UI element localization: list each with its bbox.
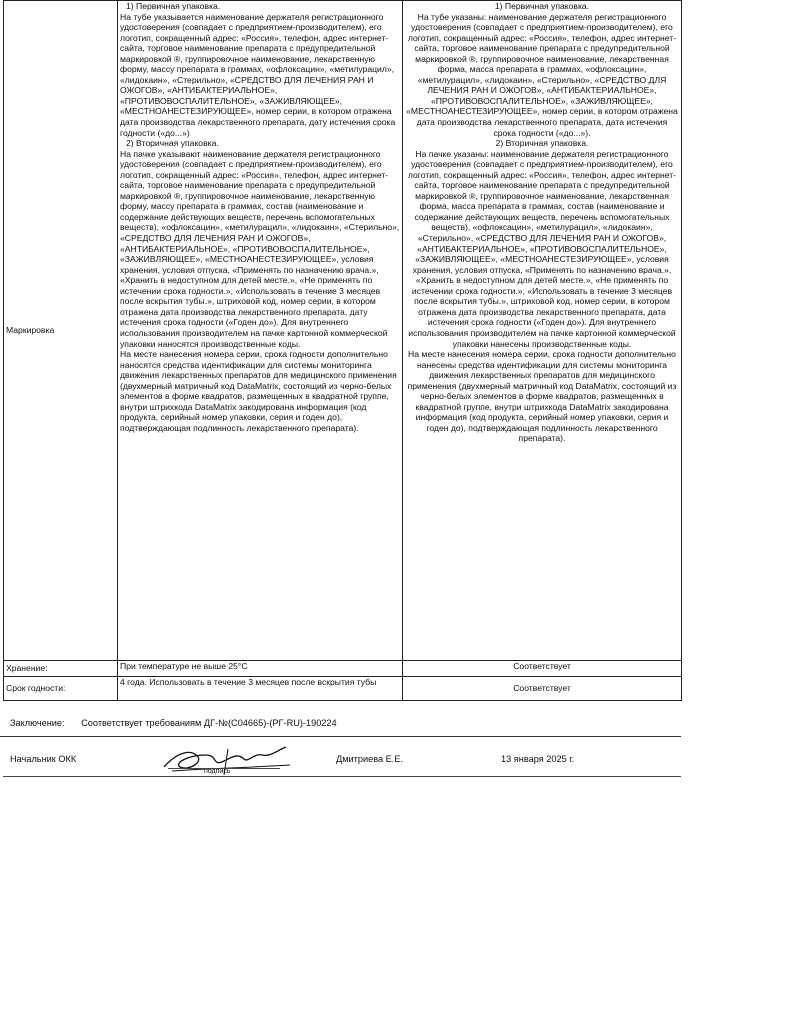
- shelf-life-fact-value: Соответствует: [513, 683, 571, 694]
- signoff-date: 13 января 2025 г.: [501, 754, 575, 764]
- marking-label: Маркировка: [4, 1, 118, 661]
- handwritten-signature: [158, 741, 308, 781]
- shelf-life-label: Срок годности:: [4, 677, 118, 701]
- bottom-rule: [3, 776, 681, 777]
- spec-table: [3, 0, 682, 701]
- req-primary-title: 1) Первичная упаковка.: [126, 1, 221, 11]
- fact-secondary-title: 2) Вторичная упаковка.: [495, 138, 589, 149]
- signature-caption: подпись: [204, 768, 231, 775]
- storage-label: Хранение:: [4, 661, 118, 677]
- conclusion-line: [10, 718, 337, 728]
- signoff-name: Дмитриева Е.Е.: [336, 754, 404, 764]
- req-datamatrix-text: На месте нанесения номера серии, срока годности дополнительно наносятся средства идентификации для системы мониторинга движения лекарственных препаратов для медицинского применения (двухмерный матричный код DataMatrix, состоящий из черно-белых элементов в форме квадратов, размещенных в квадратной группе, внутри штрихкода DataMatrix закодирована информация (код продукта, серийный номер упаковки, серия и годен до), подтверждающая подлинность лекарственного препарата).: [120, 349, 397, 433]
- fact-primary-title: 1) Первичная упаковка.: [494, 1, 590, 11]
- storage-requirement: При температуре не выше 25°С: [118, 661, 403, 677]
- fact-secondary-text: На пачке указаны: наименование держателя регистрационного удостоверения (совпадает с предприятием-производителем), его логотип, сокращенный адрес: «Россия», телефон, адрес интернет-сайта, торговое наименование препарата с предупредительной маркировкой ®, группировочное наименование, лекарственная форма, масса препарата в граммах, состав (наименование и содержание действующих веществ, перечень вспомогательных веществ), «офлоксацин», «метилурацил», «лидокаин», «Стерильно», «СРЕДСТВО ДЛЯ ЛЕЧЕНИЯ РАН И ОЖОГОВ», «АНТИБАКТЕРИАЛЬНОЕ», «ПРОТИВОВОСПАЛИТЕЛЬНОЕ», «ЗАЖИВЛЯЮЩЕЕ», «МЕСТНОАНЕСТЕЗИРУЮЩЕЕ», условия хранения, условия отпуска, «Применять по назначению врача.», «Хранить в недоступном для детей месте.», «Не применять по истечении срока годности.», «Использовать в течение 3 месяцев после вскрытия тубы.», штриховой код, номер серии, в котором отражена дата производства лекарственного препарата, дата истечения срока годности («Годен до»). Для внутреннего использования производителем на пачке картонной коммерческой упаковки нанесены производственные коды.: [407, 148, 677, 349]
- storage-fact: [403, 661, 682, 677]
- marking-requirement: [118, 1, 403, 661]
- req-secondary-text: На пачке указывают наименование держателя регистрационного удостоверения (совпадает с предприятием-производителем), его логотип, сокращенный адрес: «Россия», телефон, адрес интернет-сайта, торговое наименование препарата с предупредительной маркировкой ®, группировочное наименование, лекарственную форму, массу препарата в граммах, состав (наименование и содержание действующих веществ, перечень вспомогательных веществ), «офлоксацин», «метилурацил», «лидокаин», «Стерильно», «СРЕДСТВО ДЛЯ ЛЕЧЕНИЯ РАН И ОЖОГОВ», «АНТИБАКТЕРИАЛЬНОЕ», «ПРОТИВОВОСПАЛИТЕЛЬНОЕ», «ЗАЖИВЛЯЮЩЕЕ», «МЕСТНОАНЕСТЕЗИРУЮЩЕЕ», условия хранения, условия отпуска, «Применять по назначению врача.», «Хранить в недоступном для детей месте.», «Не применять по истечении срока годности.», «Использовать в течение 3 месяцев после вскрытия тубы.», штриховой код, номер серии, в котором отражена дата производства лекарственного препарата, дату истечения срока годности («Годен до»). Для внутреннего использования производителем на пачке картонной коммерческой упаковки наносятся производственные коды.: [120, 148, 400, 349]
- shelf-life-row: [4, 677, 682, 701]
- marking-fact: [403, 1, 682, 661]
- conclusion-text: Соответствует требованиям ДГ-№(С04665)-(РГ-RU)-190224: [81, 718, 337, 728]
- shelf-life-fact: [403, 677, 682, 701]
- fact-datamatrix-text: На месте нанесения номера серии, срока годности дополнительно нанесены средства идентификации для системы мониторинга движения лекарственных препаратов для медицинского применения (двухмерный матричный код DataMatrix, состоящий из черно-белых элементов в форме квадратов, размещенных в квадратной группе, внутри штрихкода DataMatrix закодирована информация (код продукта, серийный номер упаковки, серия и годен до), подтверждающая подлинность лекарственного препарата).: [407, 349, 677, 444]
- req-secondary-title: 2) Вторичная упаковка.: [126, 138, 219, 149]
- req-primary-text: На тубе указывается наименование держателя регистрационного удостоверения (совпадает с предприятием-производителем), его логотип, сокращенный адрес: «Россия», телефон, адрес интернет-сайта, торговое наименование препарата с предупредительной маркировкой ®, группировочное наименование, лекарственную форму, массу препарата в граммах, «офлоксацин», «метилурацил», «лидокаин», «Стерильно», «СРЕДСТВО ДЛЯ ЛЕЧЕНИЯ РАН И ОЖОГОВ», «АНТИБАКТЕРИАЛЬНОЕ», «ПРОТИВОВОСПАЛИТЕЛЬНОЕ», «ЗАЖИВЛЯЮЩЕЕ», «МЕСТНОАНЕСТЕЗИРУЮЩЕЕ», номер серии, в котором отражена дата производства лекарственного препарата, дату истечения срока годности («до...»): [120, 11, 396, 138]
- shelf-life-requirement: 4 года. Использовать в течение 3 месяцев после вскрытия тубы: [118, 677, 403, 701]
- fact-primary-text: На тубе указаны: наименование держателя регистрационного удостоверения (совпадает с предприятием-производителем), его логотип, сокращенный адрес: «Россия», телефон, адрес интернет-сайта, торговое наименование препарата с предупредительной маркировкой ®, группировочное наименование, лекарственная форма, масса препарата в граммах, «офлоксацин», «метилурацил», «лидокаин», «Стерильно», «СРЕДСТВО ДЛЯ ЛЕЧЕНИЯ РАН И ОЖОГОВ», «АНТИБАКТЕРИАЛЬНОЕ», «ПРОТИВОВОСПАЛИТЕЛЬНОЕ», «ЗАЖИВЛЯЮЩЕЕ», «МЕСТНОАНЕСТЕЗИРУЮЩЕЕ», номер серии, в котором отражена дата производства лекарственного препарата, дата истечения срока годности («до...»).: [406, 11, 678, 138]
- signoff-divider: [0, 736, 681, 737]
- marking-row: [4, 1, 682, 661]
- storage-fact-value: Соответствует: [513, 661, 571, 671]
- conclusion-label: Заключение:: [10, 718, 65, 728]
- storage-row: [4, 661, 682, 677]
- signoff-role: Начальник ОКК: [10, 754, 77, 764]
